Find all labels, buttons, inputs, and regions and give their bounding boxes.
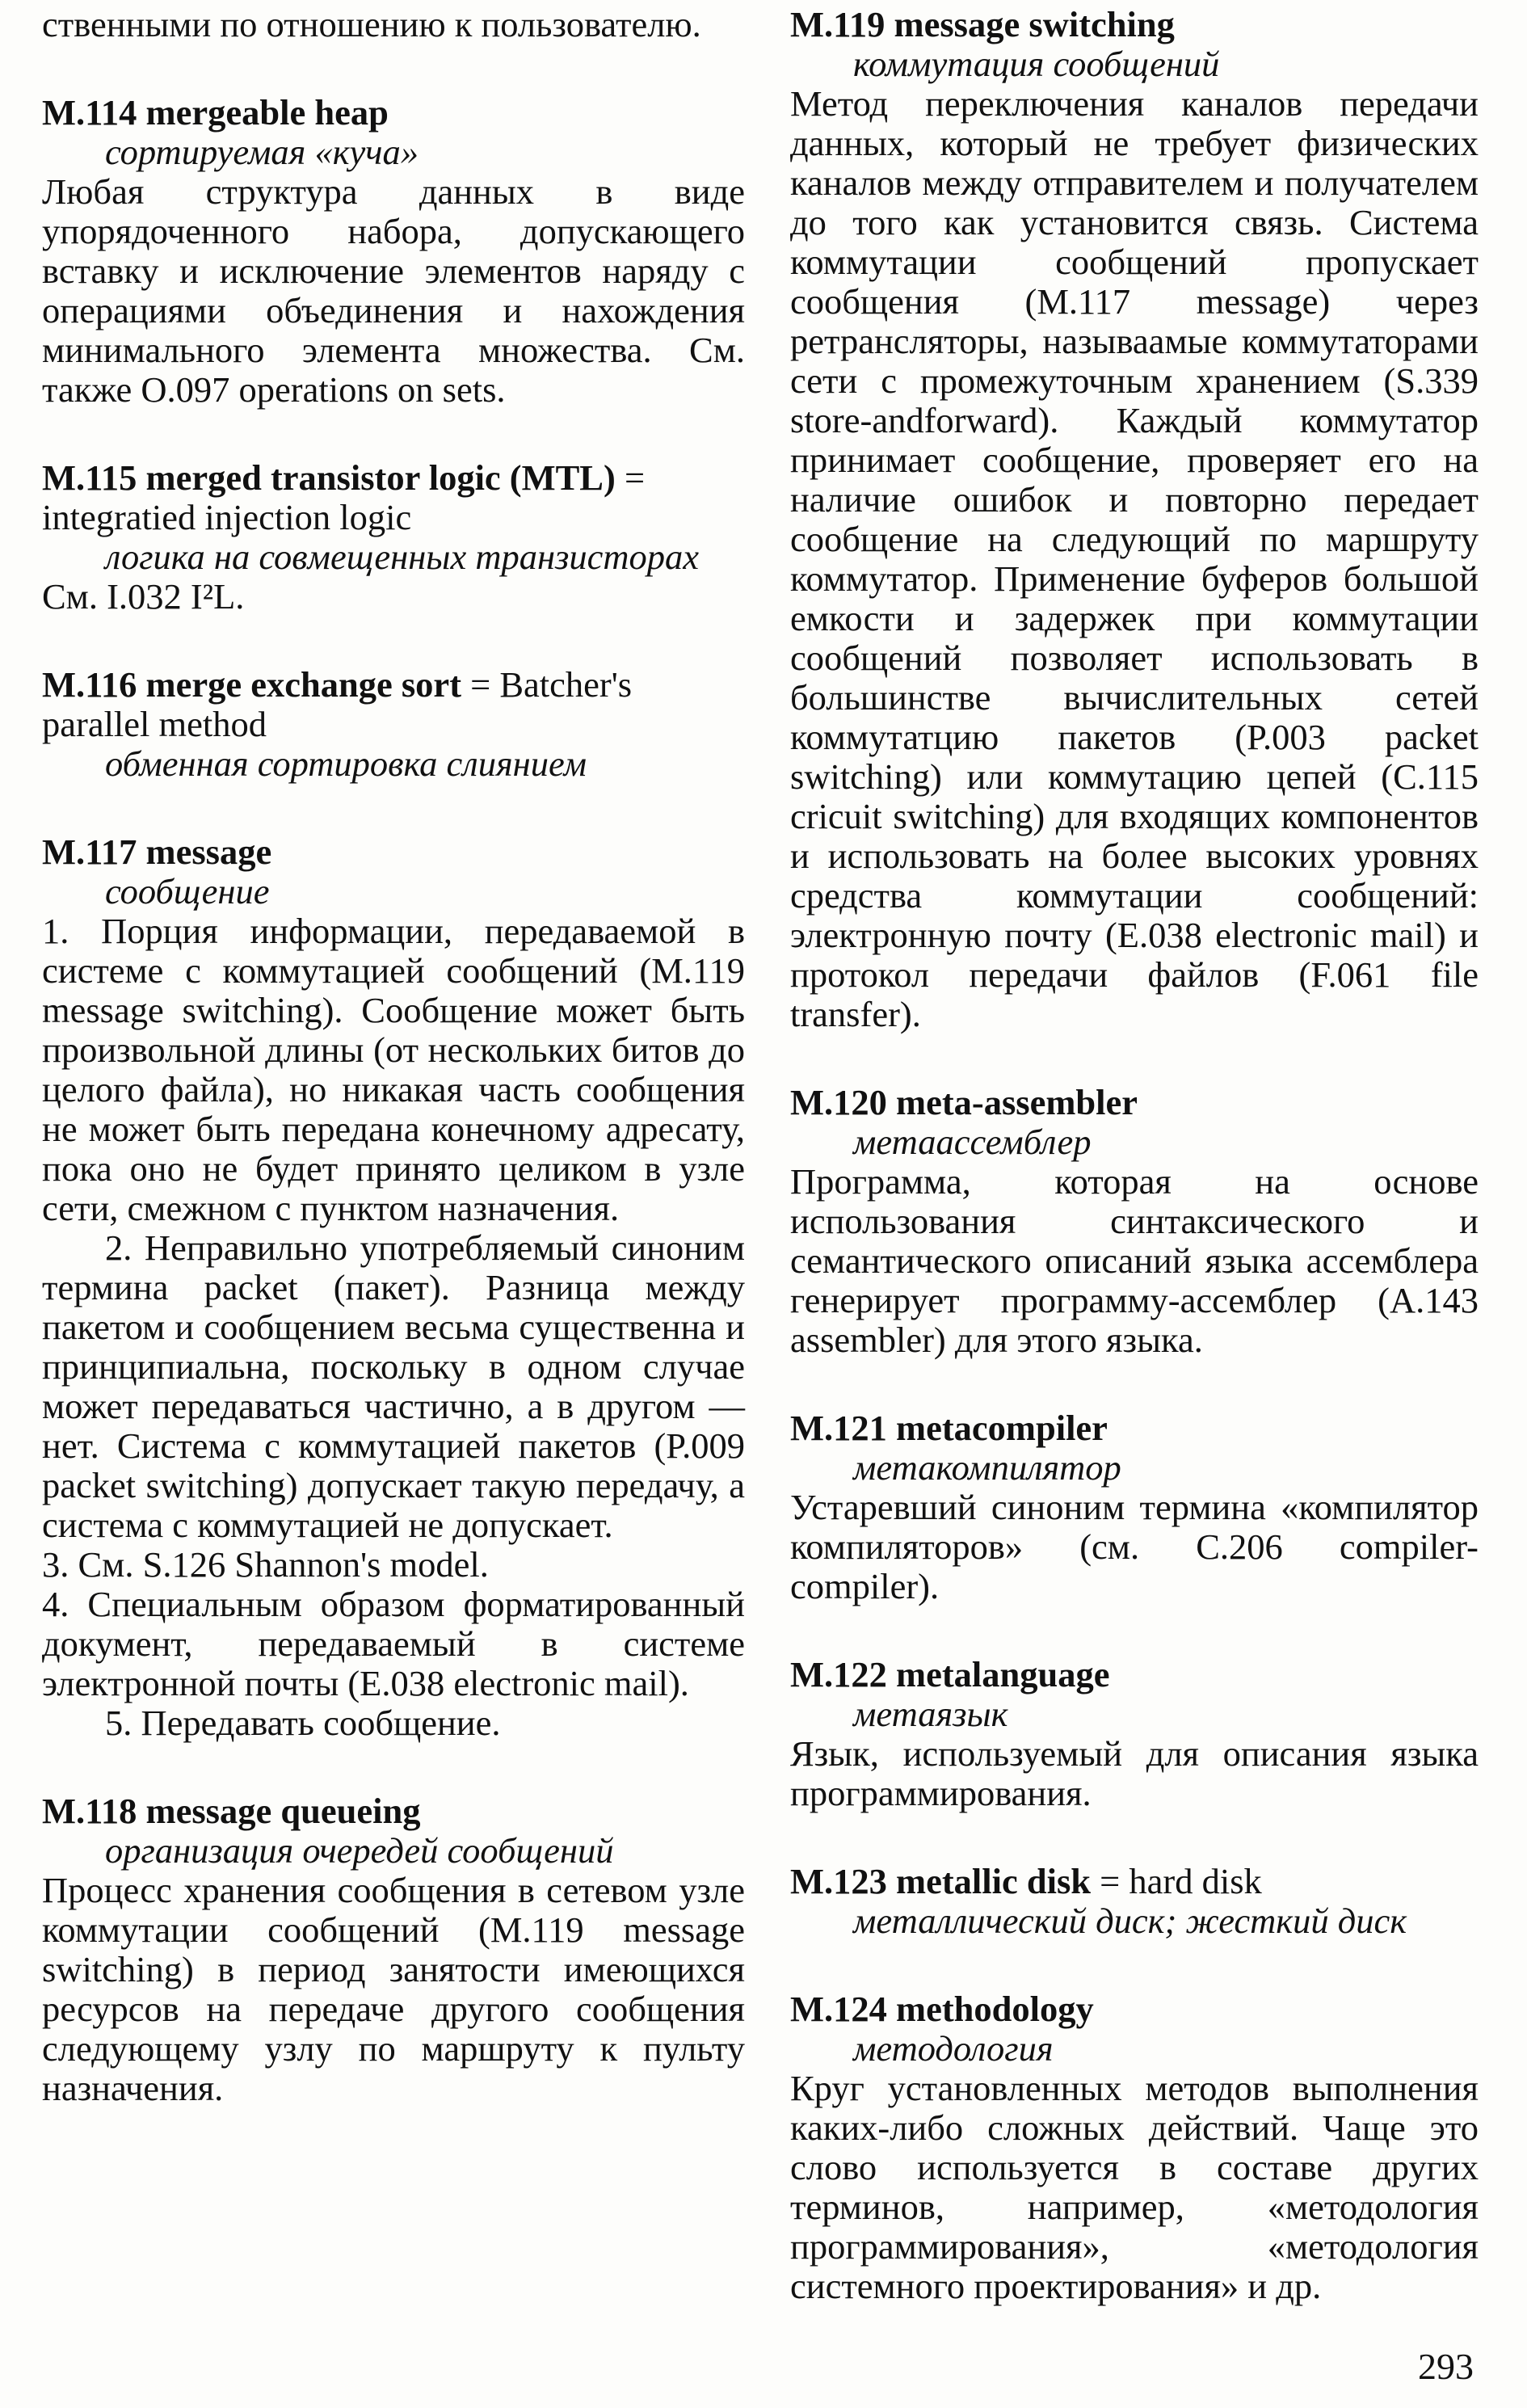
entry-m120: [790, 1083, 1479, 1360]
entry-definition: Устаревший синоним термина «компилятор компиляторов» (см. C.206 compiler-compiler).: [790, 1487, 1479, 1606]
entry-translation: сортируемая «куча»: [105, 132, 419, 172]
entry-term: M.124 methodology: [790, 1989, 1094, 2029]
entry-synonym: = Batcher's parallel method: [42, 664, 633, 744]
entry-term: M.123 metallic disk: [790, 1861, 1092, 1901]
entry-m121: [790, 1408, 1479, 1606]
entry-term: M.121 metacompiler: [790, 1408, 1108, 1448]
entry-translation: коммутация сообщений: [853, 44, 1220, 84]
entry-translation: метаязык: [853, 1694, 1008, 1734]
entry-term: M.119 message switching: [790, 4, 1175, 44]
entry-m124: [790, 1989, 1479, 2306]
entry-definition: Язык, используемый для описания языка программирования.: [790, 1733, 1479, 1813]
right-column: [790, 5, 1479, 2306]
left-column: [42, 5, 745, 2108]
entry-translation: метакомпилятор: [853, 1447, 1121, 1488]
entry-term: M.116 merge exchange sort: [42, 664, 462, 705]
entry-m122: [790, 1655, 1479, 1813]
entry-synonym: = hard disk: [1100, 1861, 1262, 1901]
entry-translation: методология: [853, 2028, 1054, 2069]
entry-definition: 2. Неправильно употребляемый синоним термина packet (пакет). Разница между пакетом и сообщением весьма существенна и принципиальна, поскольку в одном случае может передаваться частично, а в другом — нет. Система с коммутацией пакетов (P.009 packet switching) допускает такую передачу, а система с коммутацией не допускает.: [42, 1227, 745, 1545]
entry-term: M.118 message queueing: [42, 1791, 421, 1831]
entry-term: M.115 merged transistor logic (MTL): [42, 457, 616, 498]
entry-synonym: = integratied injection logic: [42, 457, 646, 537]
entry-term: M.114 mergeable heap: [42, 92, 389, 133]
entry-term: M.122 metalanguage: [790, 1654, 1110, 1694]
entry-translation: метаассемблер: [853, 1122, 1092, 1162]
entry-definition: Процесс хранения сообщения в сетевом узле коммутации сообщений (M.119 message switching) в период занятости имеющихся ресурсов на передаче другого сообщения следующему узлу по маршруту к пульту назначения.: [42, 1870, 745, 2108]
entry-term: M.117 message: [42, 831, 272, 872]
entry-definition: Круг установленных методов выполнения каких-либо сложных действий. Чаще это слово используется в составе других терминов, например, «методология программирования», «методология системного проектирования» и др.: [790, 2068, 1479, 2306]
entry-m118: [42, 1791, 745, 2108]
entry-m116: [42, 665, 745, 784]
entry-definition: 4. Специальным образом форматированный документ, передаваемый в системе электронной почты (E.038 electronic mail).: [42, 1584, 745, 1703]
entry-definition: См. I.032 I²L.: [42, 576, 245, 617]
entry-definition: Метод переключения каналов передачи данных, который не требует физических каналов между отправителем и получателем до того как установится связь. Система коммутации сообщений пропускает сообщения (M.117 message) через ретрансляторы, называамые коммутаторами сети с промежуточным хранением (S.339 store-andforward). Каждый коммутатор принимает сообщение, проверяет его на наличие ошибок и повторно передает сообщение на следующий по маршруту коммутатор. Применение буферов большой емкости и задержек при коммутации сообщений позволяет использовать в большинстве вычислительных сетей коммутатцию пакетов (P.003 packet switching) или коммутацию цепей (C.115 cricuit switching) для входящих компонентов и использовать на более высоких уровнях средства коммутации сообщений: электронную почту (E.038 electronic mail) и протокол передачи файлов (F.061 file transfer).: [790, 83, 1479, 1034]
entry-definition: Программа, которая на основе использования синтаксического и семантического описаний языка ассемблера генерирует программу-ассемблер (A.143 assembler) для этого языка.: [790, 1161, 1479, 1360]
entry-translation: организация очередей сообщений: [105, 1830, 614, 1871]
entry-definition: 1. Порция информации, передаваемой в системе с коммутацией сообщений (M.119 message switching). Сообщение может быть произвольной длины (от нескольких битов до целого файла), но никакая часть сообщения не может быть передана конечному адресату, пока оно не будет принято целиком в узле сети, смежном с пунктом назначения.: [42, 911, 745, 1228]
page-number: 293: [1418, 2346, 1474, 2387]
entry-m114: [42, 93, 745, 410]
entry-term: M.120 meta-assembler: [790, 1082, 1138, 1122]
entry-m123: [790, 1862, 1479, 1941]
entry-translation: обменная сортировка слиянием: [105, 743, 587, 784]
entry-m119: [790, 5, 1479, 1034]
entry-m117: [42, 832, 745, 1743]
continuation-text: ственными по отношению к пользователю.: [42, 4, 701, 44]
entry-translation: металлический диск; жесткий диск: [853, 1901, 1407, 1941]
entry-m115: [42, 458, 745, 617]
entry-definition: 3. См. S.126 Shannon's model.: [42, 1544, 489, 1585]
entry-definition: 5. Передавать сообщение.: [105, 1703, 501, 1743]
entry-translation: логика на совмещенных транзисторах: [105, 537, 700, 577]
entry-translation: сообщение: [105, 871, 270, 911]
entry-definition: Любая структура данных в виде упорядоченного набора, допускающего вставку и исключение элементов наряду с операциями объединения и нахождения минимального элемента множества. См. также O.097 operations on sets.: [42, 171, 745, 410]
